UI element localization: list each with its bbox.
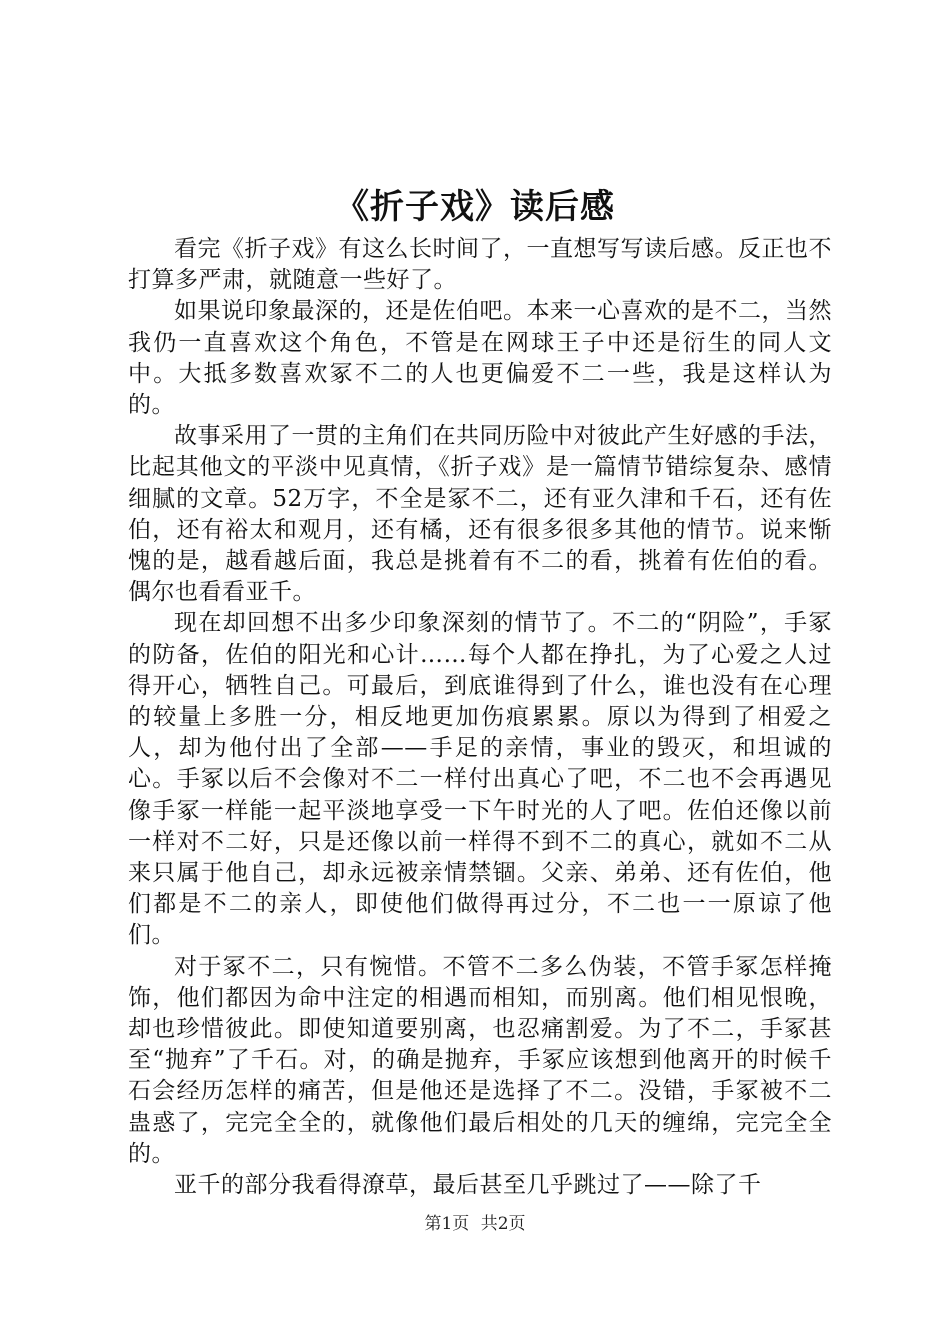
document-body — [128, 234, 832, 1201]
paragraph: 对于冢不二，只有惋惜。不管不二多么伪装，不管手冢怎样掩饰，他们都因为命中注定的相遇而相知，而别离。他们相见恨晚，却也珍惜彼此。即使知道要别离，也忍痛割爱。为了不二，手冢甚至“抛弃”了千石。对，的确是抛弃，手冢应该想到他离开的时候千石会经历怎样的痛苦，但是他还是选择了不二。没错，手冢被不二蛊惑了，完完全全的，就像他们最后相处的几天的缠绵，完完全全的。 — [128, 953, 832, 1167]
paragraph: 亚千的部分我看得潦草，最后甚至几乎跳过了——除了千 — [174, 1172, 762, 1199]
page-number: 第1页 — [424, 1214, 470, 1234]
page-total: 共2页 — [480, 1214, 526, 1234]
document-title: 《折子戏》读后感 — [335, 187, 615, 227]
paragraph: 现在却回想不出多少印象深刻的情节了。不二的“阴险”，手冢的防备，佐伯的阳光和心计……每个人都在挣扎，为了心爱之人过得开心，牺牲自己。可最后，到底谁得到了什么，谁也没有在心理的较量上多胜一分，相反地更加伤痕累累。原以为得到了相爱之人，却为他付出了全部——手足的亲情，事业的毁灭，和坦诚的心。手冢以后不会像对不二一样付出真心了吧，不二也不会再遇见像手冢一样能一起平淡地享受一下午时光的人了吧。佐伯还像以前一样对不二好，只是还像以前一样得不到不二的真心，就如不二从来只属于他自己，却永远被亲情禁锢。父亲、弟弟、还有佐伯，他们都是不二的亲人，即使他们做得再过分，不二也一一原谅了他们。 — [128, 610, 832, 949]
paragraph: 故事采用了一贯的主角们在共同历险中对彼此产生好感的手法，比起其他文的平淡中见真情，《折子戏》是一篇情节错综复杂、感情细腻的文章。52万字，不全是冢不二，还有亚久津和千石，还有佐伯，还有裕太和观月，还有橘，还有很多很多其他的情节。说来惭愧的是，越看越后面，我总是挑着有不二的看，挑着有佐伯的看。偶尔也看看亚千。 — [128, 423, 832, 606]
paragraph: 看完《折子戏》有这么长时间了，一直想写写读后感。反正也不打算多严肃，就随意一些好了。 — [128, 236, 832, 294]
paragraph: 如果说印象最深的，还是佐伯吧。本来一心喜欢的是不二，当然我仍一直喜欢这个角色，不管是在网球王子中还是衍生的同人文中。大抵多数喜欢冢不二的人也更偏爱不二一些，我是这样认为的。 — [128, 298, 832, 419]
page-footer — [0, 1212, 950, 1236]
